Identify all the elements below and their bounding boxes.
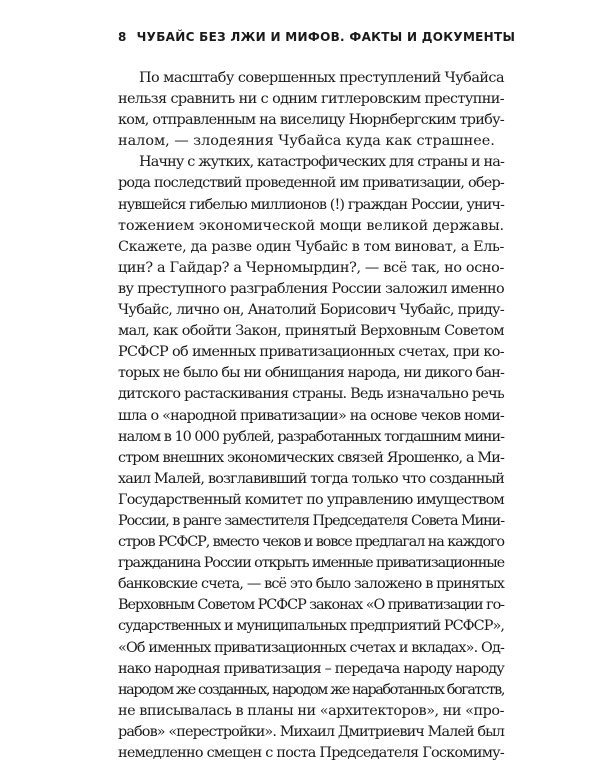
- text-line: налом в 10 000 рублей, разработанных тогдашним мини-: [118, 428, 504, 445]
- text-line: торых не было бы ни обнищания народа, ни дикого бан-: [118, 365, 504, 382]
- text-line: РСФСР об именных приватизационных счетах, при ко-: [118, 344, 504, 361]
- text-line: ву преступного разграбления России заложил именно: [118, 280, 504, 297]
- paragraph-1: [118, 68, 504, 152]
- text-line: банковские счета, — всё это было заложено в принятых: [118, 576, 504, 593]
- text-line: тожением экономической мощи великой державы.: [118, 217, 504, 234]
- text-line: По масштабу совершенных преступлений Чубайса: [139, 70, 504, 86]
- text-line: народом же созданных, народом же наработанных богатств,: [118, 681, 504, 698]
- text-line: Начну с жутких, катастрофических для страны и на-: [139, 154, 504, 171]
- text-line: Чубайс, лично он, Анатолий Борисович Чубайс, приду-: [118, 302, 504, 319]
- text-line: цин? а Гайдар? а Черномырдин?, — всё так, но осно-: [118, 259, 504, 276]
- text-line: стром внешних экономических связей Ярошенко, а Ми-: [118, 449, 504, 466]
- running-title: ЧУБАЙС БЕЗ ЛЖИ И МИФОВ. ФАКТЫ И ДОКУМЕНТЫ: [136, 30, 516, 44]
- text-line: сударственных и муниципальных предприятий РСФСР»,: [118, 618, 504, 635]
- text-line: рода последствий проведенной им приватизации, обер-: [118, 175, 504, 192]
- text-line: Скажете, да разве один Чубайс в том виноват, а Ель-: [118, 238, 504, 255]
- page-number: 8: [118, 30, 127, 44]
- text-line: Верховным Советом РСФСР законах «О приватизации го-: [118, 597, 504, 614]
- text-line: немедленно смещен с поста Председателя Госкомиму-: [118, 745, 505, 761]
- text-line: шла о «народной приватизации» на основе чеков номи-: [118, 407, 504, 424]
- text-line: ком, отправленным на виселицу Нюрнбергским трибу-: [118, 112, 504, 129]
- text-line: стров РСФСР, вместо чеков и вовсе предлагал на каждого: [118, 534, 504, 551]
- text-line: рабов» «перестройки». Михаил Дмитриевич Малей был: [118, 723, 504, 740]
- body-text: [118, 68, 504, 764]
- text-line: нувшейся гибелью миллионов (!) граждан России, унич-: [118, 196, 504, 213]
- text-line: мал, как обойти Закон, принятый Верховным Советом: [118, 323, 504, 340]
- text-line: нельзя сравнить ни с одним гитлеровским преступни-: [118, 91, 504, 108]
- text-line: России, в ранге заместителя Председателя Совета Мини-: [118, 512, 504, 529]
- paragraph-2: [118, 152, 504, 764]
- text-line: нако народная приватизация – передача народу народу: [118, 660, 504, 677]
- text-line: «Об именных приватизационных счетах и вкладах». Од-: [118, 639, 504, 656]
- text-line: налом, — злодеяния Чубайса куда как страшнее.: [118, 133, 495, 150]
- running-head: [118, 30, 515, 44]
- text-line: гражданина России открыть именные приватизационные: [118, 555, 504, 572]
- text-line: хаил Малей, возглавивший тогда только что созданный: [118, 470, 504, 487]
- text-line: дитского растаскивания страны. Ведь изначально речь: [118, 386, 504, 403]
- text-line: Государственный комитет по управлению имуществом: [118, 491, 504, 508]
- text-line: не вписывалась в планы ни «архитекторов», ни «про-: [118, 702, 504, 719]
